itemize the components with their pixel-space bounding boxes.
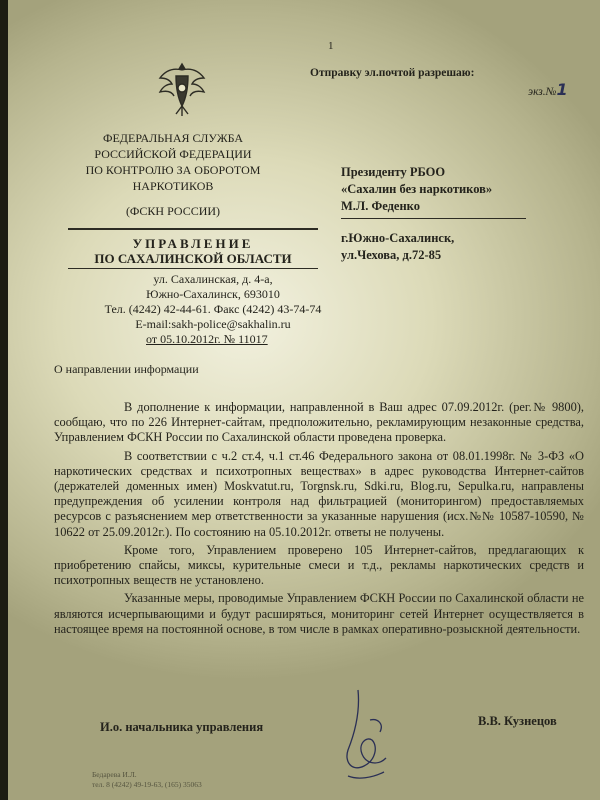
copy-number xyxy=(528,80,568,99)
copy-number-handwritten: 1 xyxy=(556,80,568,99)
org-line-4: НАРКОТИКОВ xyxy=(132,179,214,193)
department-line-2: ПО САХАЛИНСКОЙ ОБЛАСТИ xyxy=(94,251,292,266)
handwritten-signature-icon xyxy=(318,680,428,790)
org-line-3: ПО КОНТРОЛЮ ЗА ОБОРОТОМ xyxy=(85,163,261,177)
reference-text: от 05.10.2012г. № 11017 xyxy=(146,332,268,346)
signatory-name: В.В. Кузнецов xyxy=(478,714,557,728)
document-reference xyxy=(146,332,268,347)
address-city: Южно-Сахалинск, 693010 xyxy=(146,287,280,301)
address-street: ул. Сахалинская, д. 4-а, xyxy=(153,272,273,286)
signatory-title: И.о. начальника управления xyxy=(100,720,264,734)
recipient-block xyxy=(341,164,492,215)
recipient-address-2: ул.Чехова, д.72-85 xyxy=(341,248,442,262)
divider-bottom xyxy=(68,268,318,269)
department-line-1: УПРАВЛЕНИЕ xyxy=(132,236,254,251)
body-paragraph-3: Кроме того, Управлением проверено 105 Интернет-сайтов, предлагающих к приобретению спайсы, миксы, курительные смеси и т.д., рекламы наркотических средств и психотропных веществ не установлено. xyxy=(54,542,584,588)
executor-name: Бедарева И.Л. xyxy=(92,770,137,779)
executor-phone: тел. 8 (4242) 49-19-63, (165) 35063 xyxy=(92,780,202,789)
recipient-address xyxy=(341,230,454,264)
body-paragraph-4: Указанные меры, проводимые Управлением ФСКН России по Сахалинской области не являются исчерпывающими и будут расширяться, мониторинг сетей Интернет осуществляется в настоящее время на постоянной основе, в том числе в рамках оперативно-розыскной деятельности. xyxy=(54,591,584,636)
recipient-line-3: М.Л. Феденко xyxy=(341,199,420,213)
recipient-line-1: Президенту РБОО xyxy=(341,165,446,179)
letter-body xyxy=(54,400,584,640)
copy-label: экз.№ xyxy=(528,86,557,98)
document-subject: О направлении информации xyxy=(54,362,199,376)
address-phone: Тел. (4242) 42-44-61. Факс (4242) 43-74-74 xyxy=(104,302,322,316)
recipient-address-1: г.Южно-Сахалинск, xyxy=(341,231,455,245)
document-page xyxy=(8,0,600,800)
page-number: 1 xyxy=(328,40,334,52)
organization-abbreviation: (ФСКН РОССИИ) xyxy=(125,204,221,218)
org-line-2: РОССИЙСКОЙ ФЕДЕРАЦИИ xyxy=(94,147,252,161)
divider-top xyxy=(68,228,318,230)
address-email: E-mail:sakh-police@sakhalin.ru xyxy=(135,317,291,331)
organization-name xyxy=(58,130,288,194)
executor-info xyxy=(92,770,202,790)
recipient-line-2: «Сахалин без наркотиков» xyxy=(341,182,493,196)
emblem-eagle-icon xyxy=(156,58,208,122)
body-paragraph-1: В дополнение к информации, направленной в Ваш адрес 07.09.2012г. (рег.№ 9800), сообщаю, что по 226 Интернет-сайтам, предположительно, рекламирующим незаконные средства, Управлением ФСКН России по Сахалинской области проведена проверка. xyxy=(54,400,584,445)
sender-address xyxy=(68,272,358,332)
email-permission-note: Отправку эл.почтой разрешаю: xyxy=(310,67,475,79)
org-line-1: ФЕДЕРАЛЬНАЯ СЛУЖБА xyxy=(103,131,243,145)
department-name xyxy=(73,236,313,266)
recipient-divider xyxy=(341,218,526,219)
body-paragraph-2: В соответствии с ч.2 ст.4, ч.1 ст.46 Федерального закона от 08.01.1998г. № 3-ФЗ «О наркотических средствах и психотропных веществах» в адрес руководства Интернет-сайтов (держателей доменных имен) Moskvatut.ru, Torgnsk.ru, Sdki.ru, Blog.ru, Sepulka.ru, направлены предупреждения об усилении контроля над фильтрацией (мониторингом) предоставляемых ресурсов с разъяснением мер ответственности за указанные нарушения (исх.№№ 10587-10590, № 10622 от 25.09.2012г.). По состоянию на 05.10.2012г. ответы не получены. xyxy=(54,448,584,539)
